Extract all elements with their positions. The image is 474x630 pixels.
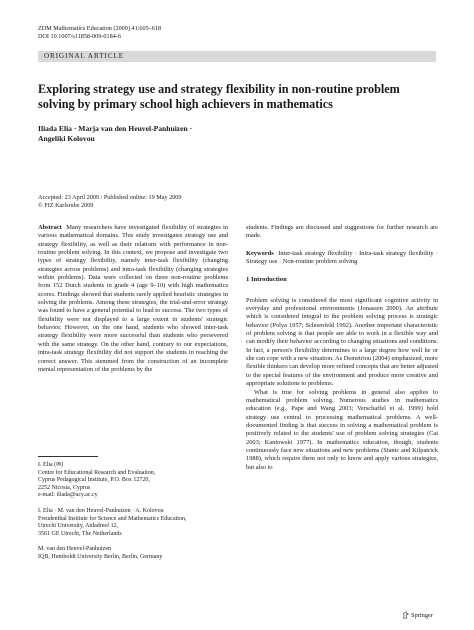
accepted-date: Accepted: 23 April 2009 / Published online: 19 May 2009 <box>38 194 182 201</box>
journal-citation: ZDM Mathematics Education (2009) 41:605–618 <box>38 25 162 32</box>
keywords <box>246 250 438 267</box>
authors-line-2: Angeliki Kolovou <box>38 134 95 143</box>
copyright: © FIZ Karlsruhe 2009 <box>38 202 94 209</box>
keywords-label: Keywords <box>246 249 274 257</box>
right-column <box>246 224 438 472</box>
authors-line-1: Iliada Elia · Marja van den Heuvel-Panhuizen · <box>38 124 193 133</box>
abstract-continuation: students. Findings are discussed and suggestions for further research are made. <box>246 224 438 240</box>
publisher-name: Springer <box>411 611 434 619</box>
intro-paragraph-2: What is true for solving problems in general also applies to mathematical problem solving. Numerous studies in mathematics education (e.g., Pape and Wang 2003; Verschaffel et al. 1999) hold strategy use central to processing mathematical problems. A well-documented finding is that success in solving a mathematical problem is positively related to the students' use of problem solving strategies (Cai 2003; Kantowski 1977). In mathematics education, though, students continuously face new situations and new problems (Stanic and Kilpatrick 1988), which require them not only to know and apply various strategies, but also to <box>246 388 438 471</box>
abstract-text: Many researchers have investigated flexibility of strategies in various mathematical domains. This study investigates strategy use and strategy flexibility, as well as their relations with performance in non-routine problem solving. In this context, we propose and investigate two types of strategy flexibility, namely inter-task flexibility (changing strategies across problems) and intra-task flexibility (changing strategies within problems). Data were collected on three non-routine problems from 152 Dutch students in grade 4 (age 9–10) with high mathematics scores. Findings showed that students rarely applied heuristic strategies in solving the problems. Among these strategies, the trial-and-error strategy was found to have a general potential to lead to success. The two types of flexibility were not displayed to a large extent in students' strategic behavior. However, on the one hand, students who showed inter-task strategy flexibility were more successful than students who persevered with the same strategy. On the other hand, contrary to our expectations, intra-task strategy flexibility did not support the students in reaching the correct answer. This stemmed from the construction of an incomplete mental representation of the problems by the <box>38 224 229 373</box>
springer-horse-icon <box>402 611 409 619</box>
publication-dates <box>38 194 182 210</box>
abstract-label: Abstract <box>38 224 62 231</box>
intro-paragraph-1: Problem solving is considered the most significant cognitive activity in everyday and professional environments (Jonassen 2000). An attribute which is considered integral to the problem solving process is strategic behavior (Polya 1957; Schoenfeld 1992). Another important characteristic of problem solving is that people are able to work in a flexible way and can modify their behavior according to changing situations and conditions. In fact, a person's flexibility determines to a large degree how well he or she can cope with a new situation. As Demetriou (2004) emphasized, more flexible thinkers can develop more refined concepts that are better adjusted to the special features of the environment and produce more creative and appropriate solutions to problems. <box>246 296 438 388</box>
publisher-logo <box>402 611 433 619</box>
section-heading-introduction: 1 Introduction <box>246 276 287 284</box>
affiliation-3: M. van den Heuvel-Panhuizen IQB, Humboldt University Berlin, Berlin, Germany <box>38 546 163 560</box>
affiliation-1: I. Elia (✉) Centre for Educational Research and Evaluation, Cyprus Pedagogical Institute, P.O. Box 12720, 2252 Nicosia, Cyprus e-mail: iliada@ucy.ac.cy <box>38 462 156 499</box>
affiliation-2: I. Elia · M. van den Heuvel-Panhuizen · A. Kolovou Freudenthal Institute for Science and Mathematics Education, Utrecht University, Aïdadreef 12, 3561 GE Utrecht, The Netherlands <box>38 507 187 537</box>
author-list <box>38 124 338 144</box>
journal-header <box>38 25 161 41</box>
keywords-text: Inter-task strategy flexibility · Intra-task strategy flexibility · Strategy use · Non-routine problem solving <box>246 249 438 266</box>
affiliations <box>38 462 228 570</box>
footnote-divider <box>38 456 98 457</box>
article-type: ORIGINAL ARTICLE <box>44 52 125 60</box>
abstract <box>38 224 228 374</box>
paper-title: Exploring strategy use and strategy flexibility in non-routine problem solving by primary school high achievers in mathematics <box>38 82 400 111</box>
doi: DOI 10.1007/s11858-009-0184-6 <box>38 33 121 40</box>
